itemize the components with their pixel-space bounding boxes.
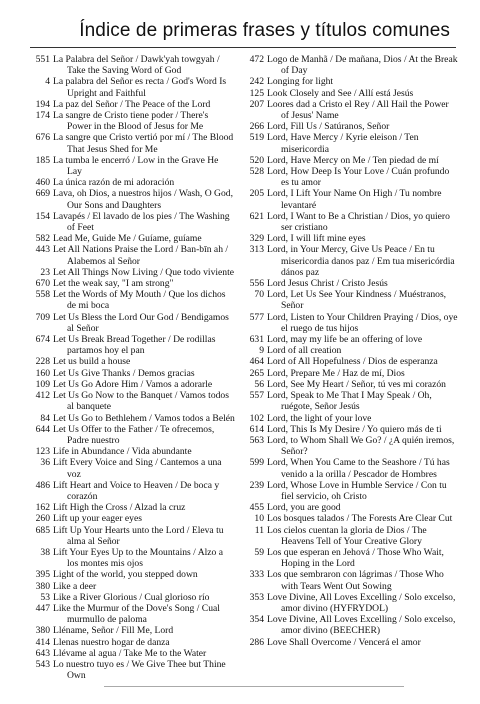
hymn-number: 709 [35, 311, 50, 323]
hymn-number: 266 [249, 121, 264, 133]
hymn-title: Lord, Prepare Me / Haz de mí, Dios [267, 367, 405, 379]
hymn-number: 313 [249, 244, 264, 256]
index-entry [30, 659, 235, 681]
hymn-title: Look Closely and See / Allí está Jesús [267, 87, 414, 99]
hymn-number: 556 [249, 278, 264, 290]
index-entry [30, 54, 235, 76]
hymn-title: Lord, the light of your love [267, 412, 372, 424]
index-entry [30, 312, 235, 334]
hymn-number: 228 [35, 356, 50, 368]
index-entry [30, 177, 235, 188]
index-entry [30, 289, 235, 311]
index-entry [244, 278, 459, 289]
hymn-title: Lléname, Señor / Fill Me, Lord [53, 625, 174, 637]
index-entry [30, 637, 235, 648]
hymn-number: 528 [249, 166, 264, 178]
hymn-number: 160 [35, 367, 50, 379]
hymn-number: 154 [35, 210, 50, 222]
hymn-number: 643 [35, 647, 50, 659]
hymn-title: Lord, Have Mercy / Kyrie eleison / Ten misericordia [267, 132, 419, 155]
index-entry [244, 525, 459, 547]
index-entry [244, 334, 459, 345]
hymn-number: 56 [254, 378, 264, 390]
hymn-title: La única razón de mi adoración [53, 177, 175, 189]
hymn-title: Los bosques talados / The Forests Are Clear Cut [267, 513, 453, 525]
hymn-number: 614 [249, 423, 264, 435]
hymn-title: Lo nuestro tuyo es / We Give Thee but Thine Own [53, 658, 226, 682]
hymn-title: Lord, Have Mercy on Me / Ten piedad de mí [267, 154, 439, 166]
index-entry [244, 188, 459, 210]
hymn-number: 23 [40, 266, 50, 278]
index-entry [244, 424, 459, 435]
index-entry [244, 379, 459, 390]
page-title: Índice de primeras frases y títulos comunes [79, 20, 450, 41]
hymn-title: Lead Me, Guide Me / Guíame, guíame [53, 233, 202, 245]
hymn-number: 519 [249, 132, 264, 144]
index-entry [244, 166, 459, 188]
hymn-number: 460 [35, 177, 50, 189]
index-entry [30, 211, 235, 233]
hymn-title: Lord, may my life be an offering of love [267, 334, 423, 346]
hymn-title: Los que sembraron con lágrimas / Those Who with Tears Went Out Sowing [267, 569, 444, 592]
hymn-number: 557 [249, 390, 264, 402]
hymn-title: Let us build a house [53, 356, 131, 368]
hymn-number: 38 [40, 546, 50, 558]
hymn-title: Lord, Speak to Me That I May Speak / Oh, ruégote, Señor Jesús [267, 390, 432, 413]
hymn-number: 59 [254, 546, 264, 558]
index-entry [244, 155, 459, 166]
hymn-title: Let Us Bless the Lord Our God / Bendigamos al Señor [53, 311, 229, 334]
hymn-title: Lavapés / El lavado de los pies / The Washing of Feet [53, 210, 230, 234]
hymn-title: Like the Murmur of the Dove's Song / Cual murmullo de paloma [53, 602, 220, 626]
index-entry [30, 379, 235, 390]
index-entry [244, 547, 459, 569]
hymn-title: La sangre que Cristo vertió por mí / The Blood That Jesus Shed for Me [53, 132, 234, 155]
hymn-title: Los cielos cuentan la gloria de Dios / The Heavens Tell of Your Creative Glory [267, 524, 427, 547]
index-entry [30, 76, 235, 98]
hymn-title: Like a River Glorious / Cual glorioso río [53, 591, 210, 603]
index-entry [30, 278, 235, 289]
index-entry [244, 54, 459, 76]
index-entry [30, 592, 235, 603]
index-entry [244, 390, 459, 412]
hymn-title: Let Us Go Adore Him / Vamos a adorarle [53, 378, 213, 390]
hymn-title: Let the weak say, "I am strong" [53, 278, 174, 290]
hymn-title: Lord, See My Heart / Señor, tú ves mi corazón [267, 378, 446, 390]
index-entry [244, 356, 459, 367]
hymn-number: 380 [35, 625, 50, 637]
hymn-title: Lord, How Deep Is Your Love / Cuán profundo es tu amor [267, 166, 450, 189]
hymn-title: Lift Up Your Hearts unto the Lord / Eleva tu alma al Señor [53, 524, 224, 547]
index-entry [244, 637, 459, 648]
index-entry [244, 132, 459, 154]
index-entry [244, 289, 459, 311]
hymn-title: La tumba le encerró / Low in the Grave He Lay [53, 154, 219, 178]
index-entry [30, 244, 235, 266]
hymn-number: 239 [249, 479, 264, 491]
hymn-title: Lord, Let Us See Your Kindness / Muéstranos, Señor [267, 289, 447, 312]
hymn-number: 563 [249, 434, 264, 446]
hymn-number: 11 [254, 524, 264, 536]
hymn-title: Like a deer [53, 580, 97, 592]
index-entry [244, 244, 459, 278]
hymn-number: 674 [35, 334, 50, 346]
hymn-title: Love Divine, All Loves Excelling / Solo excelso, amor divino (HYFRYDOL) [267, 591, 456, 614]
index-entry [30, 155, 235, 177]
hymn-number: 329 [249, 233, 264, 245]
hymn-title: Lord of all creation [267, 345, 342, 357]
index-entry [244, 312, 459, 334]
hymn-number: 353 [249, 591, 264, 603]
hymn-title: La palabra del Señor es recta / God's Word Is Upright and Faithful [53, 76, 227, 99]
hymn-number: 10 [254, 513, 264, 525]
index-entry [244, 233, 459, 244]
index-entry [244, 457, 459, 479]
index-entry [30, 502, 235, 513]
hymn-title: Lift High the Cross / Alzad la cruz [53, 502, 186, 514]
hymn-number: 447 [35, 602, 50, 614]
hymn-title: Let Us Break Bread Together / De rodillas partamos hoy el pan [53, 334, 216, 357]
index-entry [244, 99, 459, 121]
index-entry [30, 581, 235, 592]
index-column-left [30, 54, 235, 681]
hymn-number: 9 [259, 345, 264, 357]
hymn-title: Lord, Fill Us / Satúranos, Señor [267, 121, 390, 133]
hymn-title: Lord, to Whom Shall We Go? / ¿A quién iremos, Señor? [267, 434, 455, 458]
index-entry [244, 480, 459, 502]
hymn-number: 36 [40, 457, 50, 469]
hymn-number: 414 [35, 636, 50, 648]
index-entry [30, 569, 235, 580]
hymn-number: 543 [35, 658, 50, 670]
hymn-title: Longing for light [267, 76, 334, 88]
index-entry [244, 211, 459, 233]
hymn-title: Let Us Go to Bethlehem / Vamos todos a Belén [53, 412, 235, 424]
index-entry [244, 121, 459, 132]
hymn-number: 380 [35, 580, 50, 592]
hymn-title: Light of the world, you stepped down [53, 569, 198, 581]
index-entry [244, 592, 459, 614]
hymn-title: Lord, When You Came to the Seashore / Tú has venido a la orilla / Pescador de Hombres [267, 457, 450, 480]
hymn-title: La paz del Señor / The Peace of the Lord [53, 98, 211, 110]
index-entry [30, 413, 235, 424]
hymn-number: 333 [249, 569, 264, 581]
hymn-title: La sangre de Cristo tiene poder / There's Power in the Blood of Jesus for Me [53, 110, 209, 133]
hymn-title: Lava, oh Dios, a nuestros hijos / Wash, O God, Our Sons and Daughters [53, 188, 233, 211]
index-entry [244, 502, 459, 513]
index-entry [30, 132, 235, 154]
index-entry [30, 625, 235, 636]
hymn-number: 84 [40, 412, 50, 424]
hymn-title: Let Us Give Thanks / Demos gracias [53, 367, 195, 379]
hymn-title: Let Us Go Now to the Banquet / Vamos todos al banquete [53, 390, 229, 413]
hymn-number: 558 [35, 289, 50, 301]
hymn-number: 286 [249, 636, 264, 648]
hymn-number: 520 [249, 154, 264, 166]
index-entry [244, 88, 459, 99]
index-entry [244, 569, 459, 591]
index-entry [30, 99, 235, 110]
hymn-number: 486 [35, 479, 50, 491]
hymn-title: Lord, in Your Mercy, Give Us Peace / En tu misericordia danos paz / Em tua misericórdia dános paz [267, 244, 455, 278]
index-entry [244, 614, 459, 636]
hymn-number: 194 [35, 98, 50, 110]
index-entry [30, 390, 235, 412]
hymn-title: Lord, Whose Love in Humble Service / Con tu fiel servicio, oh Cristo [267, 479, 447, 502]
index-entry [244, 435, 459, 457]
hymn-title: Let Us Offer to the Father / Te ofrecemos, Padre nuestro [53, 423, 215, 446]
index-entry [30, 513, 235, 524]
footer-rule [104, 686, 404, 687]
hymn-number: 676 [35, 132, 50, 144]
hymn-number: 265 [249, 367, 264, 379]
hymn-title: Let the Words of My Mouth / Que los dichos de mi boca [53, 289, 226, 312]
index-entry [30, 547, 235, 569]
index-entry [30, 648, 235, 659]
hymn-number: 443 [35, 244, 50, 256]
index-entry [30, 525, 235, 547]
index-entry [244, 76, 459, 87]
hymn-number: 53 [40, 591, 50, 603]
hymn-number: 395 [35, 569, 50, 581]
hymn-title: Life in Abundance / Vida abundante [53, 446, 192, 458]
title-rule [30, 47, 456, 48]
hymn-number: 644 [35, 423, 50, 435]
hymn-title: Loores dad a Cristo el Rey / All Hail the Power of Jesus' Name [267, 98, 449, 122]
hymn-number: 455 [249, 502, 264, 514]
hymn-number: 4 [45, 76, 50, 88]
hymn-number: 582 [35, 233, 50, 245]
hymn-number: 412 [35, 390, 50, 402]
hymn-title: Logo de Manhã / De mañana, Dios / At the Break of Day [267, 54, 458, 77]
hymn-number: 260 [35, 513, 50, 525]
hymn-title: Lord, you are good [267, 502, 341, 514]
index-entry [30, 457, 235, 479]
hymn-title: Lord of All Hopefulness / Dios de esperanza [267, 356, 438, 368]
index-entry [30, 446, 235, 457]
hymn-title: Lord, This Is My Desire / Yo quiero más de ti [267, 423, 442, 435]
index-entry [244, 513, 459, 524]
index-entry [30, 368, 235, 379]
hymn-title: Let All Nations Praise the Lord / Ban-bīn ah / Alabemos al Señor [53, 244, 229, 267]
hymn-number: 354 [249, 614, 264, 626]
index-entry [30, 334, 235, 356]
hymn-title: Lift Your Eyes Up to the Mountains / Alzo a los montes mis ojos [53, 546, 224, 570]
hymn-number: 125 [249, 87, 264, 99]
hymn-number: 242 [249, 76, 264, 88]
hymn-title: Love Shall Overcome / Vencerá el amor [267, 636, 421, 648]
hymn-number: 185 [35, 154, 50, 166]
hymn-title: Lift Heart and Voice to Heaven / De boca y corazón [53, 479, 220, 502]
index-entry [244, 368, 459, 379]
hymn-title: Lord, Listen to Your Children Praying / Dios, oye el ruego de tus hijos [267, 311, 458, 334]
hymn-number: 599 [249, 457, 264, 469]
hymn-number: 109 [35, 378, 50, 390]
hymn-number: 685 [35, 524, 50, 536]
hymn-title: Lord, I Lift Your Name On High / Tu nombre levantaré [267, 188, 442, 211]
index-entry [30, 267, 235, 278]
index-entry [30, 110, 235, 132]
hymn-number: 669 [35, 188, 50, 200]
index-entry [30, 356, 235, 367]
index-entry [244, 345, 459, 356]
hymn-title: Love Divine, All Loves Excelling / Solo excelso, amor divino (BEECHER) [267, 614, 456, 637]
hymn-number: 621 [249, 210, 264, 222]
hymn-number: 70 [254, 289, 264, 301]
hymn-number: 472 [249, 54, 264, 65]
index-entry [30, 233, 235, 244]
index-column-right [244, 54, 459, 648]
hymn-title: Lift up your eager eyes [53, 513, 142, 525]
hymn-number: 123 [35, 446, 50, 458]
hymn-number: 631 [249, 334, 264, 346]
hymn-title: Llenas nuestro hogar de danza [53, 636, 170, 648]
hymn-title: Lord, I will lift mine eyes [267, 233, 366, 245]
index-entry [30, 424, 235, 446]
index-entry [30, 603, 235, 625]
hymn-title: Llévame al agua / Take Me to the Water [53, 647, 207, 659]
hymn-title: Lift Every Voice and Sing / Cantemos a una voz [53, 457, 222, 480]
index-entry [30, 480, 235, 502]
hymn-title: Let All Things Now Living / Que todo viviente [53, 266, 235, 278]
hymn-number: 670 [35, 278, 50, 290]
index-entry [244, 413, 459, 424]
hymn-title: Lord, I Want to Be a Christian / Dios, yo quiero ser cristiano [267, 210, 450, 234]
hymn-number: 551 [35, 54, 50, 65]
hymn-title: La Palabra del Señor / Dawk'yah towgyah / Take the Saving Word of God [53, 54, 220, 77]
hymn-number: 464 [249, 356, 264, 368]
hymn-number: 577 [249, 311, 264, 323]
hymn-number: 102 [249, 412, 264, 424]
hymn-title: Los que esperan en Jehová / Those Who Wait, Hoping in the Lord [267, 546, 444, 570]
hymn-number: 174 [35, 110, 50, 122]
hymn-number: 207 [249, 98, 264, 110]
index-entry [30, 188, 235, 210]
hymn-title: Lord Jesus Christ / Cristo Jesús [267, 278, 388, 290]
hymn-number: 205 [249, 188, 264, 200]
hymn-number: 162 [35, 502, 50, 514]
